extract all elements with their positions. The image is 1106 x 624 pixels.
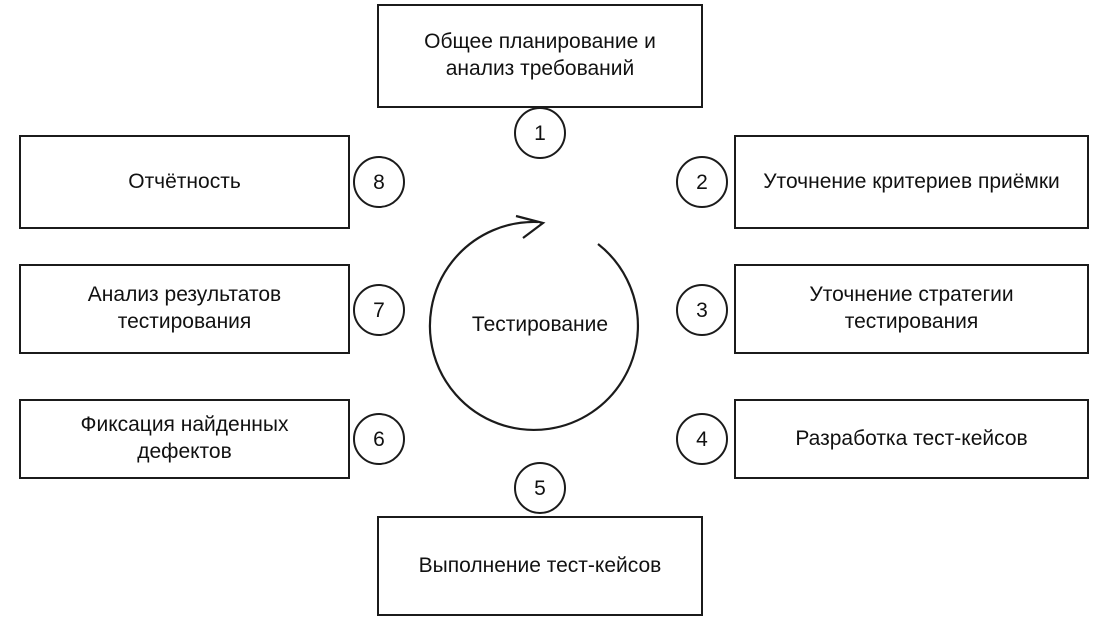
step-number-5[interactable]: 5 xyxy=(514,462,566,514)
step-number-7[interactable]: 7 xyxy=(353,284,405,336)
step-number-2[interactable]: 2 xyxy=(676,156,728,208)
step-box-1[interactable]: Общее планирование и анализ требований xyxy=(377,4,703,108)
center-label: Тестирование xyxy=(471,313,609,336)
step-box-6[interactable]: Фиксация найденных дефектов xyxy=(19,399,350,479)
step-box-5[interactable]: Выполнение тест-кейсов xyxy=(377,516,703,616)
step-number-1[interactable]: 1 xyxy=(514,107,566,159)
step-number-3[interactable]: 3 xyxy=(676,284,728,336)
step-box-7[interactable]: Анализ результатов тестирования xyxy=(19,264,350,354)
step-number-6[interactable]: 6 xyxy=(353,413,405,465)
step-box-8[interactable]: Отчётность xyxy=(19,135,350,229)
step-number-4[interactable]: 4 xyxy=(676,413,728,465)
step-box-4[interactable]: Разработка тест-кейсов xyxy=(734,399,1089,479)
step-box-2[interactable]: Уточнение критериев приёмки xyxy=(734,135,1089,229)
step-number-8[interactable]: 8 xyxy=(353,156,405,208)
step-box-3[interactable]: Уточнение стратегии тестирования xyxy=(734,264,1089,354)
